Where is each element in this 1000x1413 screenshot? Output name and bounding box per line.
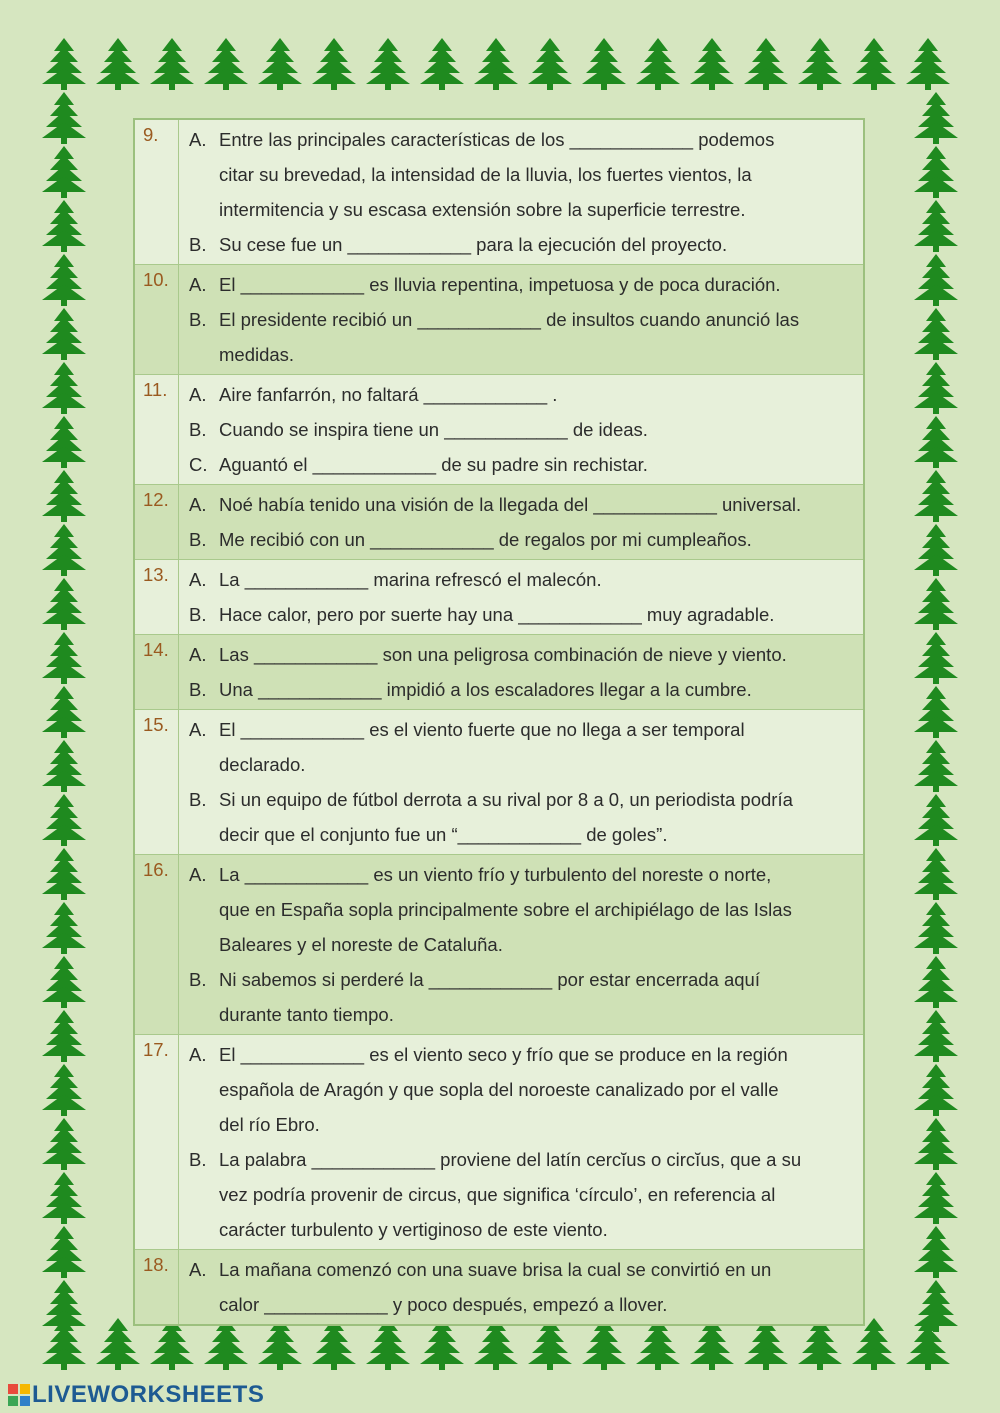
item-letter xyxy=(189,157,219,192)
pine-tree-icon xyxy=(914,146,958,198)
item-letter: B. xyxy=(189,969,207,990)
sentence-text: La palabra ____________ proviene del latín cercĭus o circĭus, que a su xyxy=(219,1149,802,1170)
exercise-table xyxy=(133,118,865,1326)
sentence-line xyxy=(189,122,853,157)
exercise-items xyxy=(179,120,863,264)
exercise-number: 14. xyxy=(135,635,179,709)
exercise-items xyxy=(179,1250,863,1324)
sentence-text: Las ____________ son una peligrosa combinación de nieve y viento. xyxy=(219,644,787,665)
exercise-number: 10. xyxy=(135,265,179,374)
item-letter xyxy=(189,1287,219,1322)
pine-tree-icon xyxy=(42,848,86,900)
pine-tree-icon xyxy=(914,1172,958,1224)
sentence-text: Baleares y el noreste de Cataluña. xyxy=(219,934,503,955)
pine-tree-icon xyxy=(914,1010,958,1062)
pine-tree-icon xyxy=(914,92,958,144)
item-letter xyxy=(189,927,219,962)
pine-tree-icon xyxy=(914,686,958,738)
pine-tree-icon xyxy=(914,416,958,468)
sentence-line xyxy=(189,337,853,372)
exercise-row xyxy=(135,264,863,374)
pine-tree-icon xyxy=(914,362,958,414)
exercise-items xyxy=(179,485,863,559)
sentence-line xyxy=(189,377,853,412)
sentence-line xyxy=(189,192,853,227)
sentence-text: carácter turbulento y vertiginoso de este viento. xyxy=(219,1219,608,1240)
sentence-text: Aire fanfarrón, no faltará ____________ . xyxy=(219,384,558,405)
item-letter xyxy=(189,1212,219,1247)
item-letter xyxy=(189,192,219,227)
pine-tree-icon xyxy=(914,200,958,252)
item-letter: A. xyxy=(189,274,207,295)
sentence-line xyxy=(189,1212,853,1247)
sentence-text: El ____________ es el viento fuerte que no llega a ser temporal xyxy=(219,719,745,740)
sentence-line xyxy=(189,562,853,597)
pine-tree-icon xyxy=(914,470,958,522)
sentence-text: La mañana comenzó con una suave brisa la cual se convirtió en un xyxy=(219,1259,772,1280)
item-letter: B. xyxy=(189,234,207,255)
exercise-number: 9. xyxy=(135,120,179,264)
exercise-number: 13. xyxy=(135,560,179,634)
pine-tree-icon xyxy=(42,1118,86,1170)
sentence-line xyxy=(189,1107,853,1142)
exercise-number: 17. xyxy=(135,1035,179,1249)
exercise-items xyxy=(179,560,863,634)
pine-tree-icon xyxy=(42,38,86,90)
exercise-row xyxy=(135,854,863,1034)
item-letter xyxy=(189,1072,219,1107)
exercise-row xyxy=(135,559,863,634)
exercise-number: 15. xyxy=(135,710,179,854)
sentence-text: Aguantó el ____________ de su padre sin rechistar. xyxy=(219,454,648,475)
pine-tree-icon xyxy=(914,254,958,306)
exercise-row xyxy=(135,484,863,559)
item-letter: A. xyxy=(189,494,207,515)
sentence-line xyxy=(189,672,853,707)
pine-tree-icon xyxy=(96,38,140,90)
sentence-text: española de Aragón y que sopla del noroeste canalizado por el valle xyxy=(219,1079,779,1100)
pine-tree-icon xyxy=(258,38,302,90)
sentence-text: declarado. xyxy=(219,754,306,775)
pine-tree-icon xyxy=(474,38,518,90)
pine-tree-icon xyxy=(42,740,86,792)
sentence-text: citar su brevedad, la intensidad de la lluvia, los fuertes vientos, la xyxy=(219,164,752,185)
item-letter: A. xyxy=(189,864,207,885)
item-letter xyxy=(189,817,219,852)
sentence-text: Noé había tenido una visión de la llegada del ____________ universal. xyxy=(219,494,802,515)
pine-tree-icon xyxy=(42,902,86,954)
item-letter xyxy=(189,1107,219,1142)
sentence-line xyxy=(189,962,853,997)
sentence-text: El ____________ es lluvia repentina, impetuosa y de poca duración. xyxy=(219,274,781,295)
exercise-items xyxy=(179,375,863,484)
sentence-line xyxy=(189,157,853,192)
pine-tree-icon xyxy=(312,38,356,90)
sentence-line xyxy=(189,597,853,632)
pine-tree-icon xyxy=(366,38,410,90)
exercise-row xyxy=(135,1034,863,1249)
pine-tree-icon xyxy=(42,1226,86,1278)
logo-text: LIVEWORKSHEETS xyxy=(32,1381,265,1408)
pine-tree-icon xyxy=(914,902,958,954)
sentence-text: intermitencia y su escasa extensión sobre la superficie terrestre. xyxy=(219,199,746,220)
item-letter: C. xyxy=(189,454,208,475)
sentence-line xyxy=(189,1287,853,1322)
pine-tree-icon xyxy=(42,1064,86,1116)
sentence-line xyxy=(189,487,853,522)
pine-tree-icon xyxy=(42,686,86,738)
pine-tree-icon xyxy=(906,38,950,90)
exercise-items xyxy=(179,710,863,854)
exercise-number: 18. xyxy=(135,1250,179,1324)
item-letter xyxy=(189,747,219,782)
pine-tree-icon xyxy=(914,524,958,576)
sentence-text: Cuando se inspira tiene un ____________ de ideas. xyxy=(219,419,648,440)
item-letter: B. xyxy=(189,1149,207,1170)
sentence-text: La ____________ marina refrescó el malecón. xyxy=(219,569,602,590)
sentence-line xyxy=(189,1037,853,1072)
pine-tree-icon xyxy=(42,524,86,576)
sentence-text: del río Ebro. xyxy=(219,1114,320,1135)
item-letter: B. xyxy=(189,309,207,330)
sentence-line xyxy=(189,1142,853,1177)
item-letter: B. xyxy=(189,789,207,810)
item-letter xyxy=(189,997,219,1032)
sentence-line xyxy=(189,782,853,817)
exercise-row xyxy=(135,634,863,709)
pine-tree-icon xyxy=(690,38,734,90)
sentence-text: El presidente recibió un ____________ de insultos cuando anunció las xyxy=(219,309,800,330)
sentence-text: Hace calor, pero por suerte hay una ____________ muy agradable. xyxy=(219,604,775,625)
exercise-items xyxy=(179,1035,863,1249)
pine-tree-icon xyxy=(42,470,86,522)
pine-tree-icon xyxy=(42,578,86,630)
pine-tree-icon xyxy=(42,362,86,414)
pine-tree-icon xyxy=(204,38,248,90)
exercise-row xyxy=(135,374,863,484)
exercise-number: 11. xyxy=(135,375,179,484)
sentence-line xyxy=(189,522,853,557)
pine-tree-icon xyxy=(42,632,86,684)
pine-tree-icon xyxy=(42,1010,86,1062)
item-letter xyxy=(189,1177,219,1212)
exercise-row xyxy=(135,1249,863,1324)
pine-tree-icon xyxy=(42,254,86,306)
sentence-line xyxy=(189,267,853,302)
pine-tree-icon xyxy=(914,1064,958,1116)
sentence-line xyxy=(189,927,853,962)
pine-tree-icon xyxy=(914,1280,958,1332)
item-letter: A. xyxy=(189,1044,207,1065)
item-letter: B. xyxy=(189,679,207,700)
item-letter: B. xyxy=(189,419,207,440)
item-letter: B. xyxy=(189,529,207,550)
sentence-text: Una ____________ impidió a los escaladores llegar a la cumbre. xyxy=(219,679,752,700)
sentence-text: Si un equipo de fútbol derrota a su rival por 8 a 0, un periodista podría xyxy=(219,789,793,810)
sentence-line xyxy=(189,747,853,782)
sentence-line xyxy=(189,892,853,927)
pine-tree-icon xyxy=(914,578,958,630)
sentence-text: Me recibió con un ____________ de regalos por mi cumpleaños. xyxy=(219,529,752,550)
sentence-text: La ____________ es un viento frío y turbulento del noreste o norte, xyxy=(219,864,772,885)
liveworksheets-logo[interactable] xyxy=(8,1382,264,1408)
sentence-line xyxy=(189,637,853,672)
pine-tree-icon xyxy=(798,38,842,90)
pine-tree-icon xyxy=(636,38,680,90)
pine-tree-icon xyxy=(42,1280,86,1332)
pine-tree-icon xyxy=(42,146,86,198)
sentence-text: El ____________ es el viento seco y frío que se produce en la región xyxy=(219,1044,788,1065)
item-letter: A. xyxy=(189,384,207,405)
pine-tree-icon xyxy=(42,956,86,1008)
pine-tree-icon xyxy=(420,38,464,90)
sentence-line xyxy=(189,817,853,852)
sentence-text: durante tanto tiempo. xyxy=(219,1004,394,1025)
sentence-line xyxy=(189,302,853,337)
sentence-line xyxy=(189,412,853,447)
pine-tree-icon xyxy=(150,38,194,90)
item-letter: A. xyxy=(189,644,207,665)
pine-tree-icon xyxy=(42,416,86,468)
sentence-text: vez podría provenir de circus, que significa ‘círculo’, en referencia al xyxy=(219,1184,776,1205)
sentence-line xyxy=(189,1177,853,1212)
item-letter xyxy=(189,337,219,372)
sentence-line xyxy=(189,447,853,482)
sentence-text: medidas. xyxy=(219,344,295,365)
exercise-number: 16. xyxy=(135,855,179,1034)
item-letter: B. xyxy=(189,604,207,625)
sentence-text: Su cese fue un ____________ para la ejecución del proyecto. xyxy=(219,234,728,255)
pine-tree-icon xyxy=(42,794,86,846)
exercise-row xyxy=(135,709,863,854)
pine-tree-icon xyxy=(42,92,86,144)
item-letter: A. xyxy=(189,129,207,150)
item-letter: A. xyxy=(189,569,207,590)
sentence-line xyxy=(189,997,853,1032)
pine-tree-icon xyxy=(914,848,958,900)
sentence-line xyxy=(189,227,853,262)
pine-tree-icon xyxy=(914,740,958,792)
item-letter: A. xyxy=(189,1259,207,1280)
sentence-line xyxy=(189,1072,853,1107)
exercise-items xyxy=(179,855,863,1034)
pine-tree-icon xyxy=(914,794,958,846)
pine-tree-icon xyxy=(582,38,626,90)
pine-tree-icon xyxy=(914,1226,958,1278)
sentence-line xyxy=(189,857,853,892)
pine-tree-icon xyxy=(42,200,86,252)
pine-tree-icon xyxy=(744,38,788,90)
pine-tree-icon xyxy=(914,308,958,360)
sentence-line xyxy=(189,712,853,747)
exercise-items xyxy=(179,635,863,709)
sentence-text: calor ____________ y poco después, empezó a llover. xyxy=(219,1294,668,1315)
pine-tree-icon xyxy=(852,38,896,90)
pine-tree-icon xyxy=(528,38,572,90)
exercise-number: 12. xyxy=(135,485,179,559)
pine-tree-icon xyxy=(914,956,958,1008)
pine-tree-icon xyxy=(914,632,958,684)
sentence-text: que en España sopla principalmente sobre el archipiélago de las Islas xyxy=(219,899,792,920)
sentence-text: decir que el conjunto fue un “____________ de goles”. xyxy=(219,824,668,845)
pine-tree-icon xyxy=(42,1172,86,1224)
exercise-items xyxy=(179,265,863,374)
sentence-line xyxy=(189,1252,853,1287)
sentence-text: Ni sabemos si perderé la ____________ por estar encerrada aquí xyxy=(219,969,760,990)
item-letter xyxy=(189,892,219,927)
exercise-row xyxy=(135,120,863,264)
logo-icon xyxy=(8,1384,30,1406)
item-letter: A. xyxy=(189,719,207,740)
pine-tree-icon xyxy=(42,308,86,360)
sentence-text: Entre las principales características de los ____________ podemos xyxy=(219,129,775,150)
pine-tree-icon xyxy=(914,1118,958,1170)
